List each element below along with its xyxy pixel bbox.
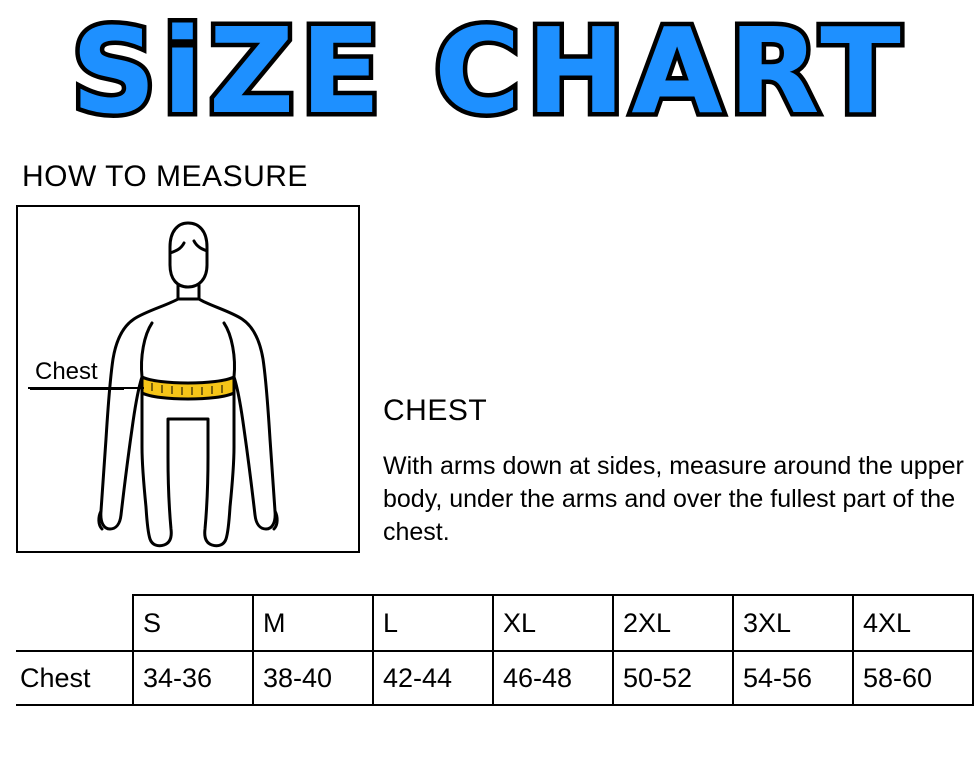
- chest-description-heading: CHEST: [383, 394, 488, 427]
- cell-chest-s: 34-36: [133, 651, 253, 705]
- table-header-row: [16, 595, 973, 651]
- column-header-2xl: 2XL: [613, 595, 733, 651]
- page-title: [0, 0, 978, 150]
- chest-description-body: With arms down at sides, measure around the upper body, under the arms and over the fullest part of the chest.: [383, 452, 964, 546]
- column-header-xl: XL: [493, 595, 613, 651]
- cell-chest-xl: 46-48: [493, 651, 613, 705]
- chest-callout-label: Chest: [35, 358, 98, 385]
- column-header-4xl: 4XL: [853, 595, 973, 651]
- table-row: [16, 651, 973, 705]
- table-corner-cell: [16, 595, 133, 651]
- column-header-s: S: [133, 595, 253, 651]
- cell-chest-l: 42-44: [373, 651, 493, 705]
- page-title-text: SiZE CHART: [71, 2, 907, 140]
- cell-chest-4xl: 58-60: [853, 651, 973, 705]
- how-to-measure-heading: HOW TO MEASURE: [22, 160, 308, 193]
- row-header-chest: Chest: [16, 651, 133, 705]
- cell-chest-3xl: 54-56: [733, 651, 853, 705]
- column-header-3xl: 3XL: [733, 595, 853, 651]
- chest-callout-underline: [30, 388, 124, 390]
- column-header-l: L: [373, 595, 493, 651]
- column-header-m: M: [253, 595, 373, 651]
- cell-chest-m: 38-40: [253, 651, 373, 705]
- cell-chest-2xl: 50-52: [613, 651, 733, 705]
- size-chart-table: [16, 594, 974, 706]
